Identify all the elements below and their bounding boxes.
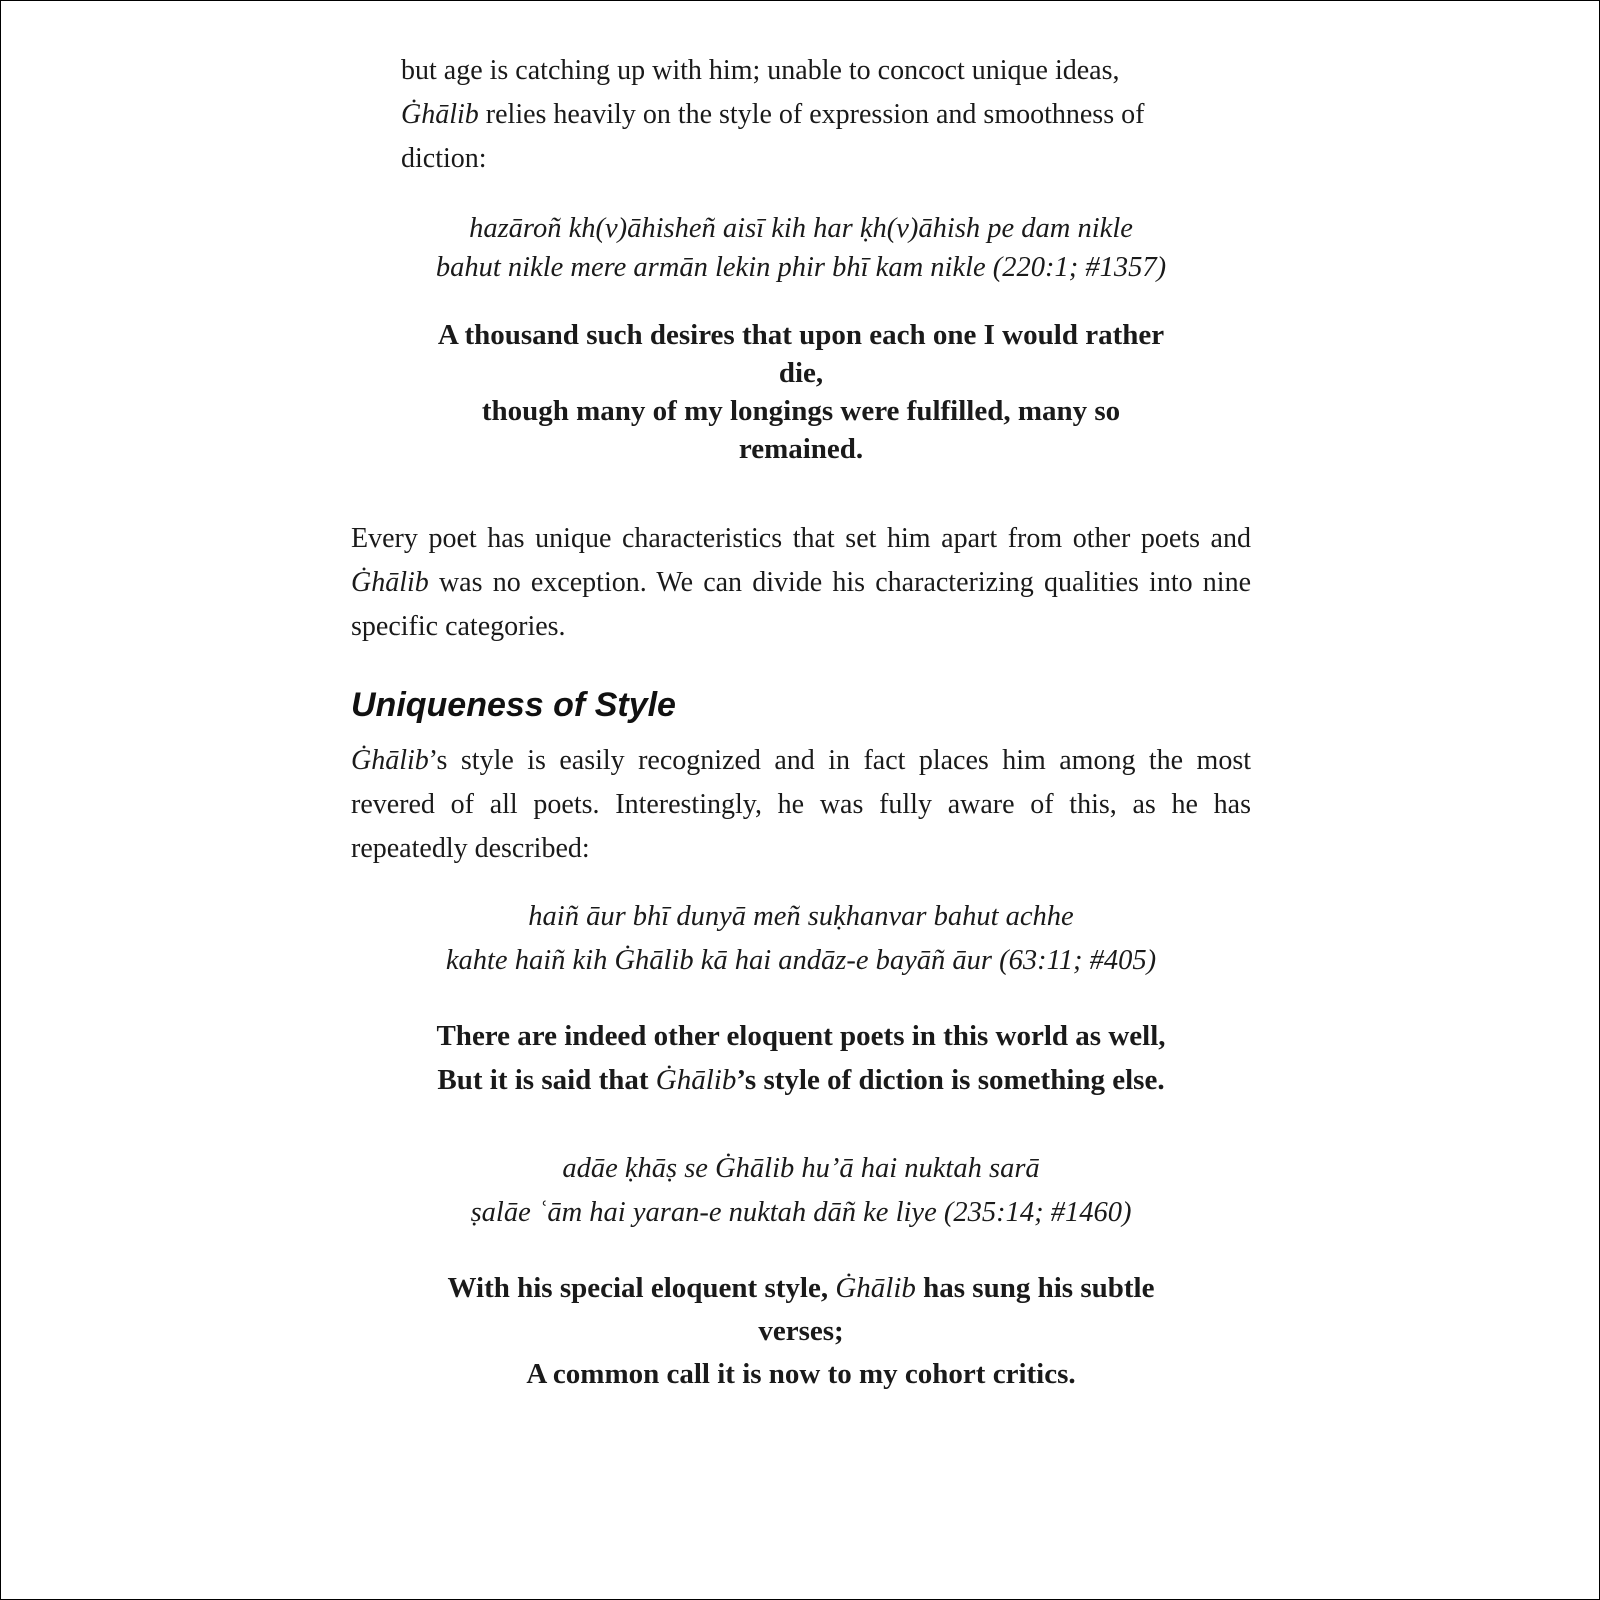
intro-line-1: but age is catching up with him; unable to concoct unique ideas,: [401, 55, 1120, 86]
translation-3-line-1-part-1: With his special eloquent style,: [447, 1272, 836, 1304]
verse-3-line-2: ṣalāe ʿām hai yaran-e nuktah dāñ ke liye (235:14; #1460): [470, 1197, 1132, 1228]
translation-2-line-1: There are indeed other eloquent poets in this world as well,: [436, 1020, 1166, 1052]
paragraph-3: [351, 739, 1251, 871]
verse-2-line-2: kahte haiñ kih Ġhālib kā hai andāz-e bayāñ āur (63:11; #405): [445, 945, 1157, 976]
translation-2: [351, 1017, 1251, 1099]
translation-1-line-3: though many of my longings were fulfilled, many so: [481, 395, 1121, 427]
poet-name: Ġhālib: [835, 1272, 916, 1304]
verse-3: [351, 1149, 1251, 1232]
translation-3: [351, 1269, 1251, 1393]
verse-3-line-1: adāe ḳhāṣ se Ġhālib hu’ā hai nuktah sarā: [562, 1153, 1040, 1184]
intro-line-2-rest: relies heavily on the style of expression and smoothness of: [478, 99, 1145, 130]
intro-line-2: [401, 93, 1251, 137]
verse-1-line-2: bahut nikle mere armān lekin phir bhī kam nikle (220:1; #1357): [435, 252, 1167, 283]
intro-paragraph: [401, 49, 1251, 181]
translation-3-line-1: [351, 1269, 1251, 1307]
poet-name: Ġhālib: [351, 567, 429, 598]
translation-3-line-3: A common call it is now to my cohort critics.: [526, 1358, 1076, 1390]
verse-1-line-1: hazāroñ kh(v)āhisheñ aisī kih har ḳh(v)āhish pe dam nikle: [469, 213, 1133, 244]
translation-2-line-2-part-1: But it is said that: [437, 1064, 656, 1096]
translation-3-line-2: verses;: [758, 1315, 844, 1347]
paragraph-3-part-1: ’s style is easily recognized and in fact places him among the most revered of all poets. Interestingly, he was fully aware of this, as he has repeatedly described:: [351, 745, 1251, 864]
translation-1-line-2: die,: [778, 357, 824, 389]
intro-line-3: diction:: [401, 143, 487, 174]
paragraph-2-part-1: Every poet has unique characteristics that set him apart from other poets and: [351, 523, 1251, 554]
paragraph-2: [351, 517, 1251, 649]
paragraph-2-part-2: was no exception. We can divide his characterizing qualities into nine specific categories.: [351, 567, 1251, 642]
translation-1-line-4: remained.: [738, 433, 864, 465]
verse-1: [351, 209, 1251, 287]
translation-2-line-2-part-2: ’s style of diction is something else.: [736, 1064, 1165, 1096]
translation-1: [351, 316, 1251, 468]
translation-2-line-2: [351, 1061, 1251, 1099]
translation-1-line-1: A thousand such desires that upon each one I would rather: [437, 319, 1165, 351]
paragraph-3-text: [351, 739, 1251, 871]
translation-3-line-1-part-2: has sung his subtle: [915, 1272, 1155, 1304]
paragraph-2-text: [351, 517, 1251, 649]
poet-name: Ġhālib: [655, 1064, 737, 1096]
section-heading: Uniqueness of Style: [351, 686, 676, 724]
poet-name: Ġhālib: [351, 745, 429, 776]
poet-name: Ġhālib: [401, 99, 479, 130]
verse-2: [351, 897, 1251, 980]
verse-2-line-1: haiñ āur bhī dunyā meñ suḳhanvar bahut achhe: [528, 901, 1074, 932]
